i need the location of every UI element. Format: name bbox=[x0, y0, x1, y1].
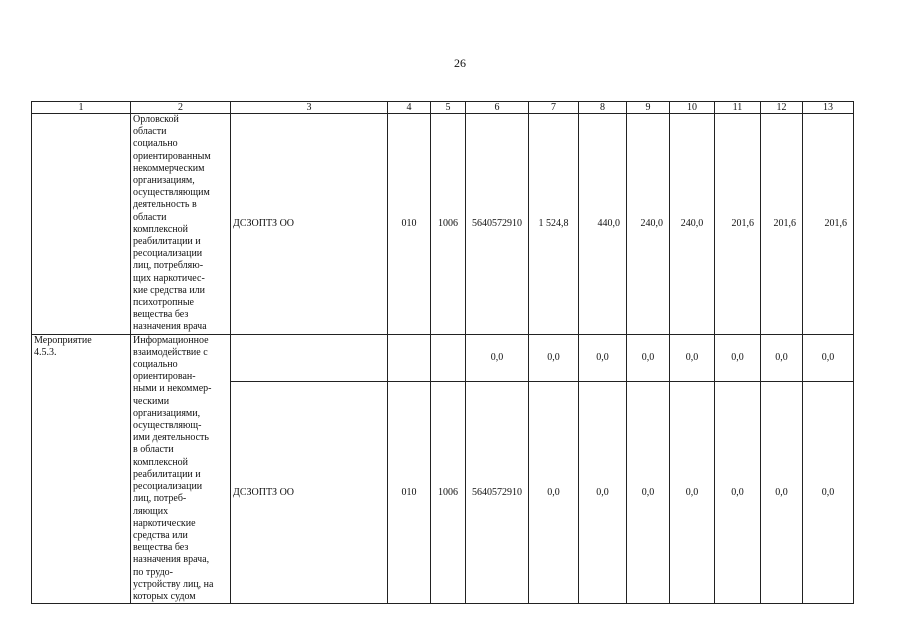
rzpr-cell bbox=[431, 334, 466, 381]
amount-cell: 0,0 bbox=[529, 382, 579, 604]
column-header: 7 bbox=[529, 102, 579, 114]
amount-cell: 0,0 bbox=[761, 382, 803, 604]
amount-cell: 201,6 bbox=[761, 114, 803, 335]
column-header: 1 bbox=[32, 102, 131, 114]
grbs-cell bbox=[388, 334, 431, 381]
amount-cell: 0,0 bbox=[803, 382, 854, 604]
executor-cell bbox=[231, 334, 388, 381]
executor-cell: ДСЗОПТЗ ОО bbox=[231, 114, 388, 335]
budget-table bbox=[31, 101, 854, 604]
amount-cell: 0,0 bbox=[715, 334, 761, 381]
amount-cell: 201,6 bbox=[803, 114, 854, 335]
description-cell: Информационное взаимодействие с социально ориентирован- ными и некоммер- ческими организациями, осуществляющ- ими деятельность в области комплексной реабилитации и ресоциализации лиц, потреб- ляющих наркотические средства или вещества без назначения врача, по трудо- устройству лиц, на которых судом bbox=[131, 334, 231, 603]
csr-cell: 5640572910 bbox=[466, 382, 529, 604]
amount-cell: 240,0 bbox=[627, 114, 670, 335]
amount-cell: 0,0 bbox=[579, 382, 627, 604]
amount-cell: 201,6 bbox=[715, 114, 761, 335]
amount-cell: 240,0 bbox=[670, 114, 715, 335]
column-header: 4 bbox=[388, 102, 431, 114]
amount-cell: 0,0 bbox=[670, 382, 715, 604]
executor-cell: ДСЗОПТЗ ОО bbox=[231, 382, 388, 604]
column-header: 12 bbox=[761, 102, 803, 114]
page-number: 26 bbox=[454, 56, 466, 70]
table-row bbox=[32, 334, 854, 381]
amount-cell: 0,0 bbox=[761, 334, 803, 381]
column-header: 10 bbox=[670, 102, 715, 114]
csr-cell: 5640572910 bbox=[466, 114, 529, 335]
amount-cell: 0,0 bbox=[529, 334, 579, 381]
column-header: 8 bbox=[579, 102, 627, 114]
amount-cell: 0,0 bbox=[627, 382, 670, 604]
amount-cell: 0,0 bbox=[627, 334, 670, 381]
column-header: 2 bbox=[131, 102, 231, 114]
column-header: 11 bbox=[715, 102, 761, 114]
amount-cell: 0,0 bbox=[579, 334, 627, 381]
column-header: 5 bbox=[431, 102, 466, 114]
description-cell: Орловской области социально ориентированным некоммерческим организациям, осуществляющим деятельность в области комплексной реабилитации и ресоциализации лиц, потребляю- щих наркотичес- кие средства или психотропные вещества без назначения врача bbox=[131, 114, 231, 335]
event-cell: Мероприятие 4.5.3. bbox=[32, 334, 131, 603]
column-header: 6 bbox=[466, 102, 529, 114]
rzpr-cell: 1006 bbox=[431, 114, 466, 335]
column-header: 3 bbox=[231, 102, 388, 114]
csr-cell: 0,0 bbox=[466, 334, 529, 381]
column-number-row bbox=[32, 102, 854, 114]
rzpr-cell: 1006 bbox=[431, 382, 466, 604]
table-row bbox=[32, 114, 854, 335]
grbs-cell: 010 bbox=[388, 114, 431, 335]
column-header: 9 bbox=[627, 102, 670, 114]
amount-cell: 440,0 bbox=[579, 114, 627, 335]
grbs-cell: 010 bbox=[388, 382, 431, 604]
amount-cell: 0,0 bbox=[670, 334, 715, 381]
column-header: 13 bbox=[803, 102, 854, 114]
amount-cell: 1 524,8 bbox=[529, 114, 579, 335]
amount-cell: 0,0 bbox=[803, 334, 854, 381]
amount-cell: 0,0 bbox=[715, 382, 761, 604]
event-cell bbox=[32, 114, 131, 335]
